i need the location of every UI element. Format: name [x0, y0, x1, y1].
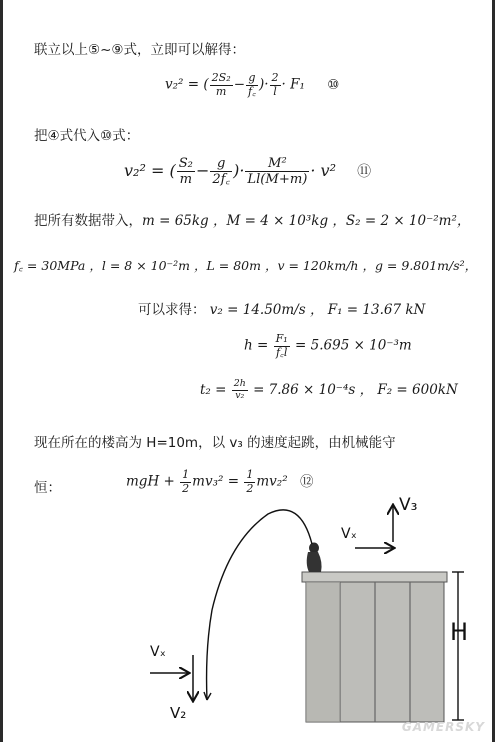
- label-vx-bottom: Vₓ: [150, 644, 166, 660]
- v2-vectors: [150, 655, 193, 700]
- eq10-minus: −: [233, 76, 245, 93]
- eq12-half2-den: 2: [246, 481, 254, 495]
- label-H: H: [450, 618, 469, 646]
- results-values: v₂ = 14.50m/s ， F₁ = 13.67 kN: [209, 302, 426, 318]
- eq10-frac2-den: f꜀: [248, 84, 256, 98]
- eqt-rhs: = 7.86 × 10⁻⁴s ， F₂ = 600kN: [253, 382, 458, 398]
- eq11-lhs: v₂² = (: [124, 161, 176, 181]
- eq12-half1-num: 1: [182, 468, 190, 481]
- eq11-tail: · v²: [310, 161, 336, 181]
- eq10-frac1-den: m: [215, 84, 227, 98]
- eq12-half2-num: 1: [246, 468, 254, 481]
- jump-trajectory: [207, 510, 312, 700]
- line-height-statement: 现在所在的楼高为 H=10m，以 v₃ 的速度起跳，由机械能守: [34, 435, 396, 451]
- v3-vectors: [355, 506, 393, 548]
- line-data-2: f꜀ = 30MPa ，l = 8 × 10⁻²m ，L = 80m ，v = 120km/h ，g = 9.801m/s²，: [14, 258, 478, 273]
- line-solve-intro: 联立以上⑤~⑨式，立即可以解得：: [34, 42, 246, 58]
- eqh-num: F₁: [275, 332, 288, 345]
- eqh-rhs: = 5.695 × 10⁻³m: [295, 337, 412, 354]
- eqh-den: f꜀l: [275, 345, 288, 359]
- line-substitute: 把④式代入⑩式：: [34, 128, 140, 144]
- eq10-frac2-num: g: [246, 72, 258, 86]
- eq12-b: mv₃² =: [192, 473, 240, 490]
- eq11-tag: ⑪: [357, 164, 372, 181]
- eqt-num: 2h: [233, 378, 246, 390]
- eqh-lhs: h =: [244, 337, 269, 354]
- eq10-frac1-num: 2S₂: [211, 71, 231, 84]
- eq12-c: mv₂²: [256, 473, 288, 490]
- eq10-tail: · F₁: [281, 76, 305, 93]
- eq11-frac3-den: Ll(M+m): [247, 172, 308, 188]
- eq11-frac3-num: M²: [245, 156, 309, 172]
- eqt-lhs: t₂ =: [200, 382, 227, 398]
- label-vx-top: Vₓ: [341, 526, 357, 542]
- eq10-frac3-den: l: [273, 84, 277, 98]
- height-dimension: [452, 572, 464, 720]
- line-conservation-label: 恒：: [34, 480, 61, 496]
- building: [302, 572, 447, 722]
- results-prefix: 可以求得：: [138, 302, 206, 318]
- eq12-half1-den: 2: [182, 481, 190, 495]
- eq11-frac2-num: g: [210, 156, 232, 172]
- data-prefix: 把所有数据带入，: [34, 213, 142, 229]
- eq11-mid: )·: [233, 161, 245, 181]
- eq10-frac3-num: 2: [271, 71, 279, 84]
- label-v2: V₂: [170, 704, 187, 722]
- data-values-1: m = 65kg ，M = 4 × 10³kg ，S₂ = 2 × 10⁻²m²，: [142, 213, 471, 229]
- watermark-logo: GAMERSKY: [401, 720, 485, 734]
- eq11-frac2-den: 2f꜀: [212, 172, 231, 188]
- label-v3: V₃: [399, 495, 418, 515]
- eq11-frac1-num: S₂: [178, 156, 193, 171]
- eq12-tag: ⑫: [299, 473, 314, 490]
- eq10-lhs: v₂² = (: [165, 76, 209, 93]
- eq11-minus: −: [195, 161, 210, 181]
- eqt-den: v₂: [235, 390, 245, 401]
- person-figure: [307, 543, 322, 573]
- eq10-mid: )·: [258, 76, 269, 93]
- eq12-a: mgH +: [126, 473, 175, 490]
- eq11-frac1-den: m: [179, 172, 193, 188]
- eq10-tag: ⑩: [327, 76, 340, 93]
